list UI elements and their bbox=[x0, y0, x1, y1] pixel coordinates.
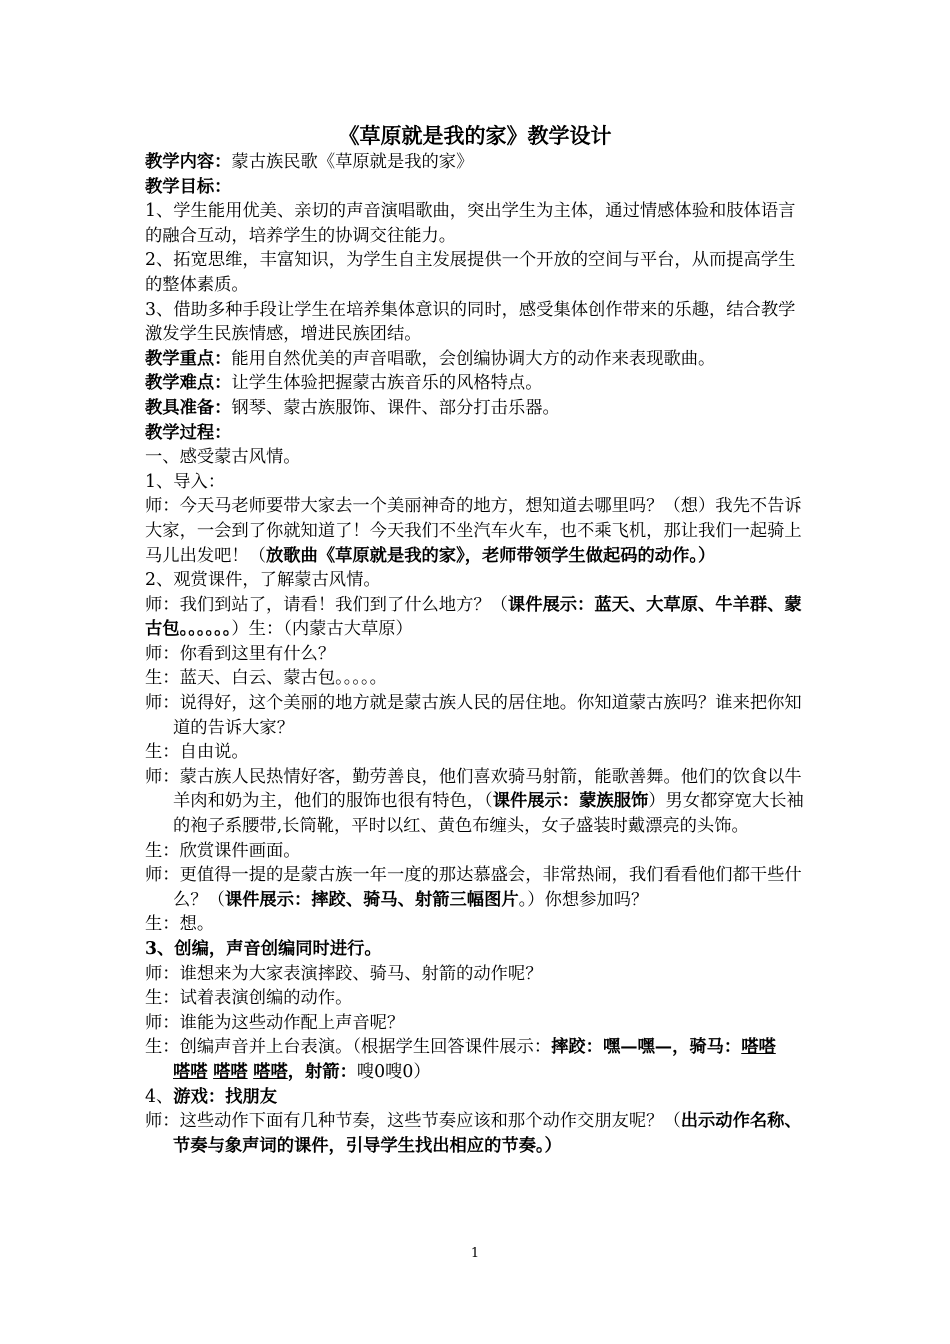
paragraph bbox=[145, 593, 807, 642]
content-line bbox=[145, 371, 807, 396]
section-label: 教学内容： bbox=[145, 152, 232, 172]
dialogue-line: 生：蓝天、白云、蒙古包。。。。。 bbox=[145, 668, 387, 689]
content-line bbox=[145, 175, 807, 200]
paragraph-text: 。）你想参加吗？ bbox=[518, 889, 649, 910]
paragraph-text: 师：今天马老师要带大家去一个美丽神奇的地方，想知道去哪里吗？（想）我先不告诉大家，一会到了你就知道了！今天我们不坐汽车火车，也不乘飞机，那让我们一起骑上马儿出发吧！（ bbox=[145, 496, 802, 566]
dialogue-line: 师：谁能为这些动作配上声音呢？ bbox=[145, 1012, 405, 1033]
content-line bbox=[145, 396, 807, 421]
section-label: 教学难点： bbox=[145, 373, 232, 394]
dialogue-line: 生：欣赏课件画面。 bbox=[145, 840, 301, 861]
dialogue-line: 师：说得好，这个美丽的地方就是蒙古族人民的居住地。你知道蒙古族吗？谁来把你知道的告诉大家？ bbox=[145, 693, 802, 738]
paragraph-text: 钢琴、蒙古族服饰、课件、部分打击乐器。 bbox=[231, 397, 560, 418]
paragraph-text: 嗖0嗖0） bbox=[356, 1061, 431, 1082]
section-heading bbox=[145, 937, 807, 962]
paragraph-text: 生：创编声音并上台表演。（根据学生回答课件展示： bbox=[145, 1037, 552, 1058]
paragraph: 3、借助多种手段让学生在培养集体意识的同时，感受集体创作带来的乐趣，结合教学激发学生民族情感，增进民族团结。 bbox=[145, 299, 796, 345]
dialogue-line: 师：你看到这里有什么？ bbox=[145, 643, 336, 664]
dialogue-line bbox=[145, 1109, 807, 1158]
document-title: 《草原就是我的家》教学设计 bbox=[338, 123, 612, 148]
bold-text: 摔跤：嘿—嘿—，骑马： bbox=[551, 1037, 742, 1058]
paragraph-text: 能用自然优美的声音唱歌，会创编协调大方的动作来表现歌曲。 bbox=[231, 348, 716, 369]
bold-text: ，射箭： bbox=[287, 1061, 357, 1082]
dialogue-line bbox=[145, 1035, 807, 1084]
paragraph-text: 让学生体验把握蒙古族音乐的风格特点。 bbox=[231, 373, 543, 394]
section-label: 教学重点： bbox=[145, 348, 232, 369]
document-body bbox=[145, 150, 807, 1158]
bold-text: 课件展示：摔跤、骑马、射箭三幅图片 bbox=[224, 889, 519, 910]
paragraph-text: 师：更值得一提的是蒙古族一年一度的那达慕盛会，非常热闹，我们看看他们都干些什么？（ bbox=[145, 865, 802, 910]
dialogue-line: 生：自由说。 bbox=[145, 742, 249, 763]
rhythm-syllable: 嗒嗒 bbox=[213, 1061, 248, 1082]
paragraph: 1、学生能用优美、亲切的声音演唱歌曲，突出学生为主体，通过情感体验和肢体语言的融合互动，培养学生的协调交往能力。 bbox=[145, 201, 796, 246]
bold-text: 3、创编，声音创编同时进行。 bbox=[145, 939, 382, 959]
dialogue-line bbox=[145, 765, 807, 839]
paragraph-text: 蒙古族民歌《草原就是我的家》 bbox=[231, 152, 474, 172]
paragraph-text: 师：我们到站了，请看！我们到了什么地方？（ bbox=[145, 594, 508, 615]
bold-text: 出示动作名称、节奏与象声词的课件，引导学生找出相应的节奏。） bbox=[173, 1111, 802, 1156]
bold-text: 课件展示：蓝天、大草原、牛羊群、蒙古包。。。。。。 bbox=[145, 594, 802, 640]
page-number: 1 bbox=[470, 1246, 480, 1261]
paragraph: 1、导入： bbox=[145, 471, 226, 492]
paragraph-text: ）生：（内蒙古大草原） bbox=[231, 619, 413, 640]
section-label: 教具准备： bbox=[145, 397, 232, 418]
paragraph-text: 师：蒙古族人民热情好客，勤劳善良，他们喜欢骑马射箭，能歌善舞。他们的饮食以牛羊肉和奶为主，他们的服饰也很有特色，（ bbox=[145, 766, 802, 812]
paragraph: 2、观赏课件，了解蒙古风情。 bbox=[145, 570, 381, 591]
paragraph: 2、拓宽思维，丰富知识，为学生自主发展提供一个开放的空间与平台，从而提高学生的整体素质。 bbox=[145, 250, 796, 295]
content-line bbox=[145, 150, 807, 175]
paragraph-text: 4、 bbox=[145, 1086, 174, 1107]
bold-text: 课件展示：蒙族服饰 bbox=[492, 791, 649, 812]
dialogue-line: 生：想。 bbox=[145, 914, 215, 935]
section-heading bbox=[145, 1085, 807, 1110]
paragraph: 一、感受蒙古风情。 bbox=[145, 447, 301, 468]
paragraph bbox=[145, 494, 807, 568]
content-line bbox=[145, 421, 807, 446]
bold-text: 放歌曲《草原就是我的家》，老师带领学生做起码的动作。） bbox=[265, 545, 716, 566]
content-line bbox=[145, 347, 807, 372]
bold-text: 游戏：找朋友 bbox=[173, 1086, 277, 1107]
dialogue-line bbox=[145, 863, 807, 912]
paragraph-text: ）男女都穿宽大长袖的袍子系腰带,长筒靴，平时以红、黄色布缠头，女子盛装时戴漂亮的头饰。 bbox=[173, 791, 804, 837]
section-label: 教学过程： bbox=[145, 422, 232, 443]
dialogue-line: 师：谁想来为大家表演摔跤、骑马、射箭的动作呢？ bbox=[145, 963, 543, 984]
paragraph-text: 师：这些动作下面有几种节奏，这些节奏应该和那个动作交朋友呢？（ bbox=[145, 1111, 681, 1132]
rhythm-syllable: 嗒嗒 bbox=[173, 1061, 208, 1082]
dialogue-line: 生：试着表演创编的动作。 bbox=[145, 988, 353, 1009]
rhythm-syllable: 嗒嗒 bbox=[741, 1037, 776, 1058]
rhythm-syllable: 嗒嗒 bbox=[253, 1061, 288, 1082]
section-label: 教学目标： bbox=[145, 176, 232, 197]
